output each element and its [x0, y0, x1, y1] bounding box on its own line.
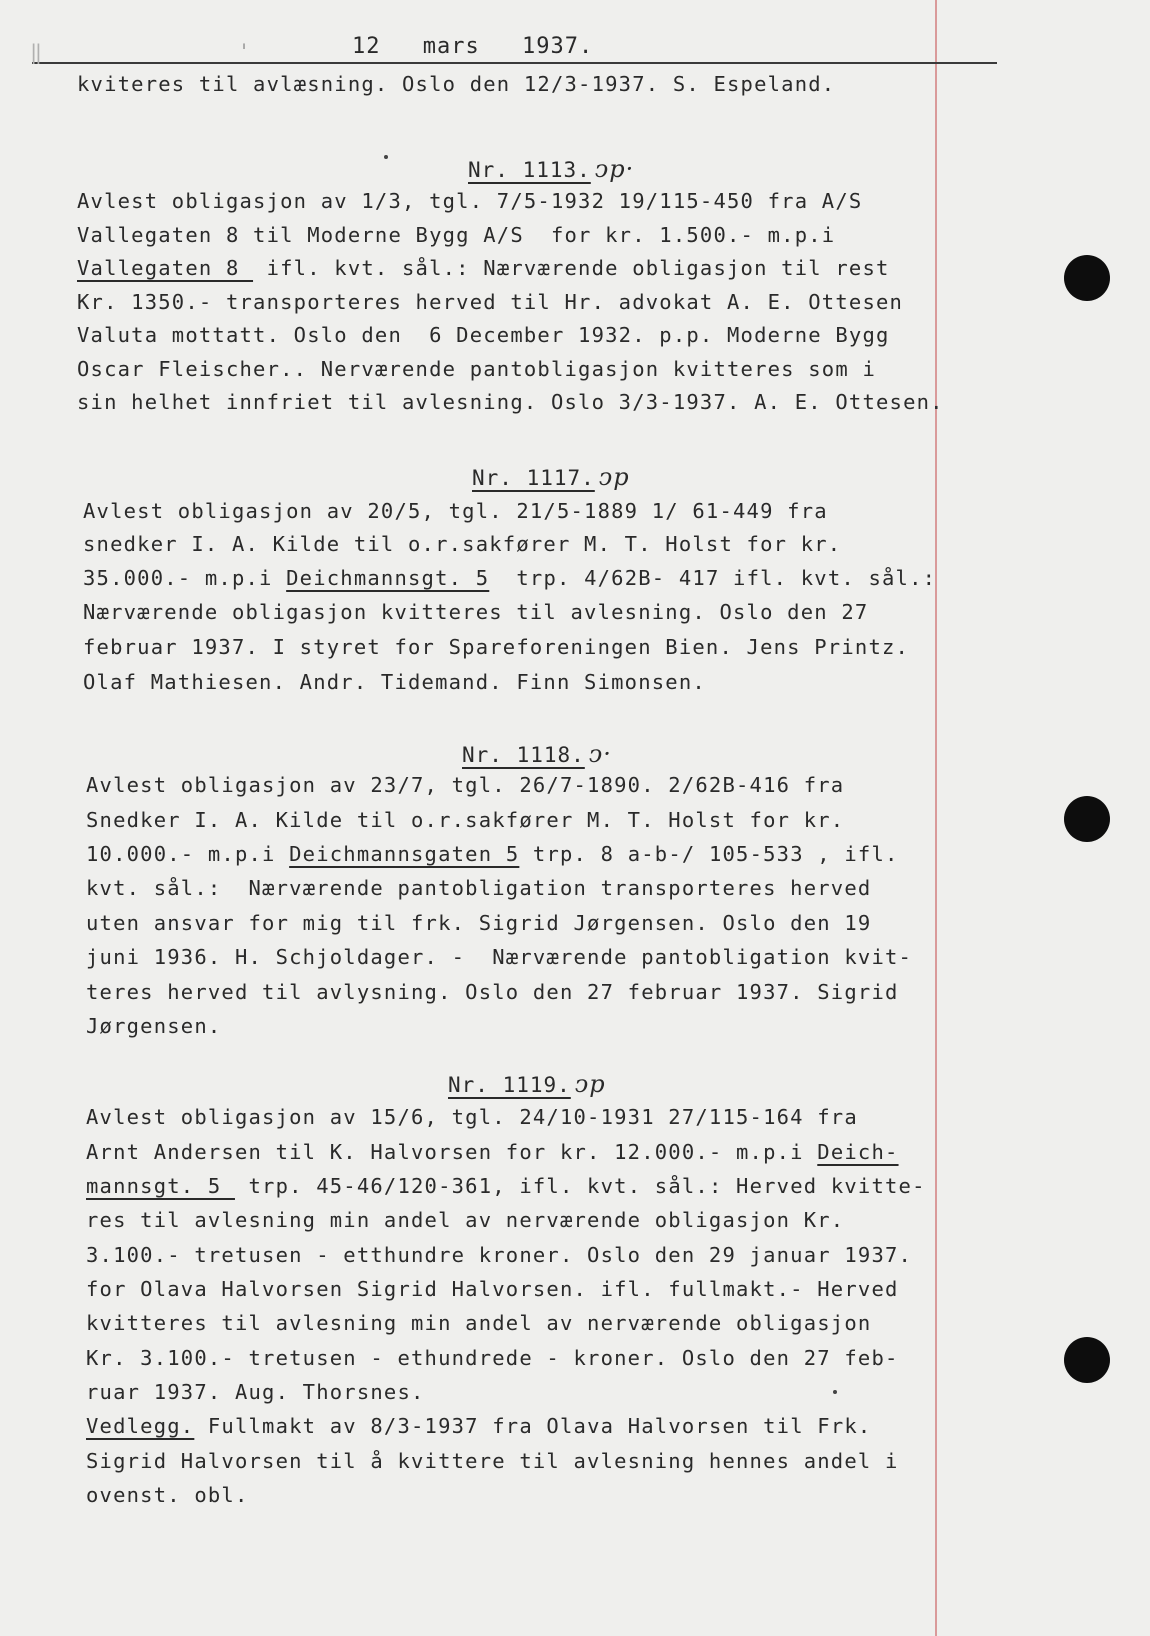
margin-rule	[935, 0, 937, 1636]
header-day: 12	[352, 34, 381, 59]
tick-mark: ˈ	[238, 40, 251, 64]
entry-line: 3.100.- tretusen - etthundre kroner. Oslo den 29 januar 1937.	[86, 1243, 913, 1267]
line-rest: trp. 45-46/120-361, ifl. kvt. sål.: Herved kvitte-	[234, 1174, 926, 1198]
entry-line: sin helhet innfriet til avlesning. Oslo 3/3-1937. A. E. Ottesen.	[77, 390, 944, 414]
entry-line: Oscar Fleischer.. Nerværende pantobligasjon kvitteres som i	[77, 357, 876, 381]
entry-line	[86, 1172, 926, 1200]
ink-speck	[833, 1390, 837, 1394]
entry-line: uten ansvar for mig til frk. Sigrid Jørgensen. Oslo den 19	[86, 911, 872, 935]
punch-hole	[1064, 796, 1110, 842]
entry-line: Jørgensen.	[86, 1014, 222, 1038]
entry-line: Nærværende obligasjon kvitteres til avlesning. Oslo den 27	[83, 600, 869, 624]
entry-line	[86, 1138, 899, 1166]
entry-line: Avlest obligasjon av 23/7, tgl. 26/7-1890. 2/62B-416 fra	[86, 773, 845, 797]
entry-line	[86, 1412, 871, 1440]
entry-line: kvt. sål.: Nærværende pantobligation transporteres herved	[86, 876, 872, 900]
page-header	[352, 34, 593, 59]
header-year: 1937.	[521, 34, 594, 59]
attachment-label: Vedlegg.	[86, 1414, 195, 1438]
line-start: 10.000.- m.p.i	[86, 842, 290, 866]
header-rule	[32, 62, 997, 64]
entry-number-text: Nr. 1118.	[462, 743, 585, 767]
initials-mark: ↄp·	[594, 155, 635, 183]
entry-number	[462, 740, 612, 768]
entry-line: for Olava Halvorsen Sigrid Halvorsen. ifl. fullmakt.- Herved	[86, 1277, 899, 1301]
initials-mark: ↄp	[574, 1070, 606, 1098]
entry-line: Kr. 1350.- transporteres herved til Hr. advokat A. E. Ottesen	[77, 290, 904, 314]
entry-line: res til avlesning min andel av nerværende obligasjon Kr.	[86, 1208, 845, 1232]
entry-line: Olaf Mathiesen. Andr. Tidemand. Finn Simonsen.	[83, 670, 706, 694]
entry-line: snedker I. A. Kilde til o.r.sakfører M. T. Holst for kr.	[83, 532, 842, 556]
line-rest: Fullmakt av 8/3-1937 fra Olava Halvorsen til Frk.	[194, 1414, 872, 1438]
entry-line: ruar 1937. Aug. Thorsnes.	[86, 1380, 425, 1404]
entry-line: juni 1936. H. Schjoldager. - Nærværende pantobligation kvit-	[86, 945, 913, 969]
entry-line: ovenst. obl.	[86, 1483, 249, 1507]
punch-hole	[1064, 1337, 1110, 1383]
entry-line	[77, 254, 890, 282]
entry-line: Vallegaten 8 til Moderne Bygg A/S for kr. 1.500.- m.p.i	[77, 223, 836, 247]
property-underlined: Vallegaten 8	[77, 256, 254, 280]
property-underlined: Deich-	[817, 1140, 899, 1164]
entry-number	[448, 1070, 606, 1098]
entry-line: Avlest obligasjon av 20/5, tgl. 21/5-1889 1/ 61-449 fra	[83, 499, 828, 523]
ink-speck	[384, 155, 388, 159]
entry-line: Avlest obligasjon av 15/6, tgl. 24/10-1931 27/115-164 fra	[86, 1105, 858, 1129]
entry-number	[468, 155, 634, 183]
line-start: Arnt Andersen til K. Halvorsen for kr. 12.000.- m.p.i	[86, 1140, 818, 1164]
entry-line: teres herved til avlysning. Oslo den 27 februar 1937. Sigrid	[86, 980, 899, 1004]
entry-line: Avlest obligasjon av 1/3, tgl. 7/5-1932 19/115-450 fra A/S	[77, 189, 863, 213]
entry-line: Snedker I. A. Kilde til o.r.sakfører M. T. Holst for kr.	[86, 808, 845, 832]
entry-line: Sigrid Halvorsen til å kvittere til avlesning hennes andel i	[86, 1449, 899, 1473]
corner-mark: ‖	[30, 40, 43, 64]
entry-number-text: Nr. 1117.	[472, 466, 595, 490]
entry-line	[83, 564, 936, 592]
entry-line: februar 1937. I styret for Spareforeningen Bien. Jens Printz.	[83, 635, 910, 659]
property-underlined: Deichmannsgt. 5	[286, 566, 490, 590]
line-rest: ifl. kvt. sål.: Nærværende obligasjon til rest	[253, 256, 890, 280]
property-underlined: Deichmannsgaten 5	[289, 842, 520, 866]
entry-number	[472, 463, 630, 491]
line-start: 35.000.- m.p.i	[83, 566, 287, 590]
line-rest: trp. 8 a-b-/ 105-533 , ifl.	[519, 842, 899, 866]
property-underlined: mannsgt. 5	[86, 1174, 235, 1198]
initials-mark: ↄ·	[588, 740, 612, 768]
entry-line	[86, 840, 899, 868]
entry-number-text: Nr. 1119.	[448, 1073, 571, 1097]
punch-hole	[1064, 255, 1110, 301]
entry-line: kvitteres til avlesning min andel av nerværende obligasjon	[86, 1311, 872, 1335]
header-month: mars	[422, 34, 480, 59]
entry-number-text: Nr. 1113.	[468, 158, 591, 182]
entry-line: Valuta mottatt. Oslo den 6 December 1932. p.p. Moderne Bygg	[77, 323, 890, 347]
line-rest: trp. 4/62B- 417 ifl. kvt. sål.:	[489, 566, 937, 590]
entry-line: Kr. 3.100.- tretusen - ethundrede - kroner. Oslo den 27 feb-	[86, 1346, 899, 1370]
initials-mark: ↄp	[598, 463, 630, 491]
continuation-line: kviteres til avlæsning. Oslo den 12/3-1937. S. Espeland.	[77, 72, 836, 96]
